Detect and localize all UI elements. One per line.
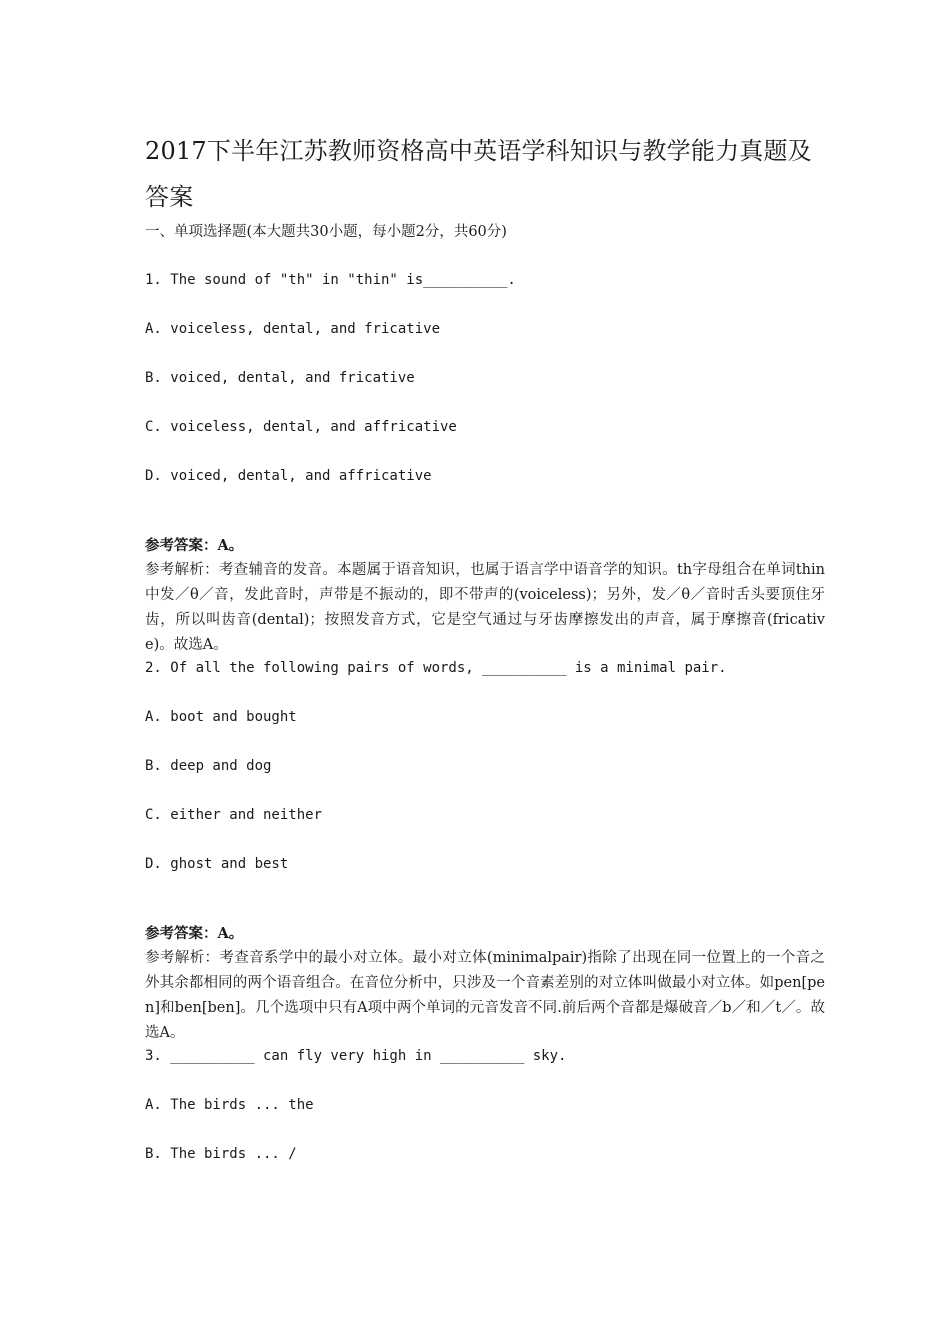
option-c: C. voiceless, dental, and affricative <box>145 419 457 435</box>
document-page <box>145 128 825 1164</box>
answer-label: 参考答案：A。 <box>145 537 244 554</box>
answer-analysis: 参考解析：考查辅音的发音。本题属于语音知识，也属于语言学中语音学的知识。th字母组合在单词thin中发／θ／音，发此音时，声带是不振动的，即不带声的(voiceless)；另外，发／θ／音时舌头要顶住牙齿，所以叫齿音(dental)；按照发音方式，它是空气通过与牙齿摩擦发出的声音，属于摩擦音(fricative)。故选A。 <box>145 562 825 653</box>
document-title: 2017下半年江苏教师资格高中英语学科知识与教学能力真题及答案 <box>145 137 812 211</box>
option-d: D. ghost and best <box>145 856 289 872</box>
option-b: B. deep and dog <box>145 758 272 774</box>
option-b: B. voiced, dental, and fricative <box>145 370 415 386</box>
question-stem: 3. __________ can fly very high in __________ sky. <box>145 1048 567 1064</box>
option-a: A. voiceless, dental, and fricative <box>145 321 441 337</box>
option-a: A. The birds ... the <box>145 1097 314 1113</box>
question-stem: 2. Of all the following pairs of words, __________ is a minimal pair. <box>145 660 727 676</box>
question-stem: 1. The sound of "th" in "thin" is__________. <box>145 272 516 288</box>
section-heading: 一、单项选择题(本大题共30小题，每小题2分，共60分) <box>145 224 507 240</box>
option-d: D. voiced, dental, and affricative <box>145 468 432 484</box>
option-c: C. either and neither <box>145 807 323 823</box>
option-b: B. The birds ... / <box>145 1146 297 1162</box>
answer-label: 参考答案：A。 <box>145 925 244 942</box>
option-a: A. boot and bought <box>145 709 297 725</box>
answer-analysis: 参考解析：考查音系学中的最小对立体。最小对立体(minimalpair)指除了出现在同一位置上的一个音之外其余都相同的两个语音组合。在音位分析中，只涉及一个音素差别的对立体叫做最小对立体。如pen[pen]和ben[ben]。几个选项中只有A项中两个单词的元音发音不同.前后两个音都是爆破音／b／和／t／。故选A。 <box>145 950 825 1041</box>
